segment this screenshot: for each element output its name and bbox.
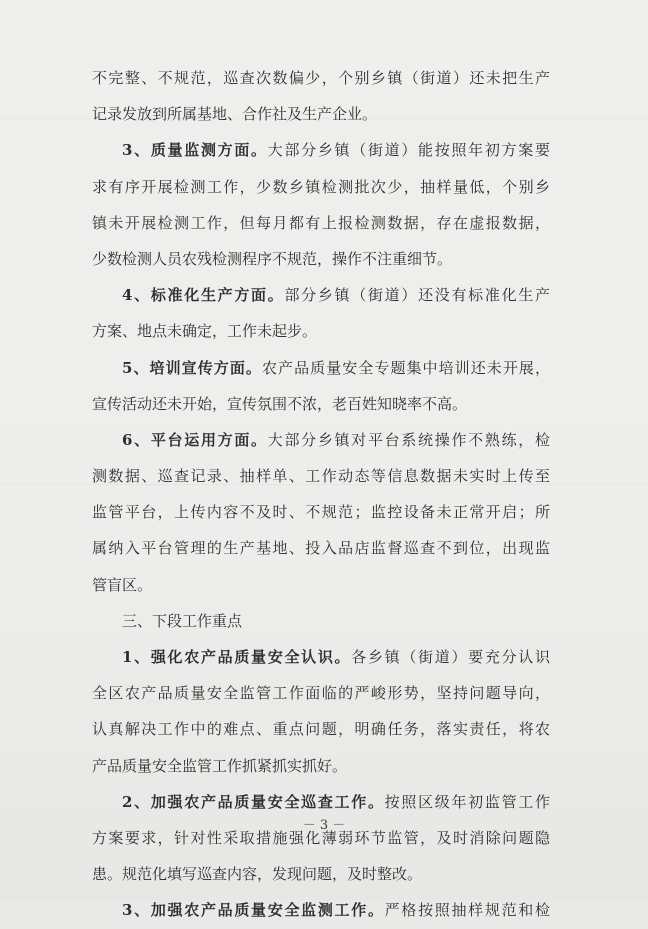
text-line: 认真解决工作中的难点、重点问题，明确任务，落实责任，将农 (92, 720, 550, 739)
text-line: 属纳入平台管理的生产基地、投入品店监督巡查不到位，出现监 (92, 539, 550, 558)
text-line: 患。规范化填写巡查内容，发现问题，及时整改。 (92, 865, 423, 884)
paragraph-heading: 5、培训宣传方面。 (122, 358, 262, 377)
text-line: 管盲区。 (92, 575, 153, 594)
text-line: 记录发放到所属基地、合作社及生产企业。 (92, 105, 378, 124)
text-line: 求有序开展检测工作，少数乡镇检测批次少，抽样量低，个别乡 (92, 177, 550, 196)
paragraph-heading: 3、质量监测方面。 (122, 141, 268, 160)
document-body (92, 60, 550, 929)
paragraph-first-line (92, 639, 550, 675)
paragraph-first-line (92, 132, 550, 168)
paragraph-heading: 4、标准化生产方面。 (122, 286, 285, 305)
text-line: 镇未开展检测工作，但每月都有上报检测数据，存在虚报数据， (92, 213, 550, 232)
text-run: 按照区级年初监管工作 (384, 792, 550, 811)
text-line: 少数检测人员农残检测程序不规范，操作不注重细节。 (92, 249, 453, 268)
paragraph-first-line (92, 350, 550, 386)
text-line: 宣传活动还未开始，宣传氛围不浓，老百姓知晓率不高。 (92, 394, 468, 413)
text-line: 方案要求，针对性采取措施强化薄弱环节监管，及时消除问题隐 (92, 828, 550, 847)
text-run: 农产品质量安全专题集中培训还未开展， (261, 358, 550, 377)
text-line: 方案、地点未确定，工作未起步。 (92, 322, 318, 341)
text-run: 各乡镇（街道）要充分认识 (351, 648, 550, 666)
paragraph-first-line (92, 892, 550, 928)
paragraph-heading: 3、加强农产品质量安全监测工作。 (122, 901, 385, 920)
text-line: 不完整、不规范，巡查次数偏少，个别乡镇（街道）还未把生产 (92, 69, 550, 87)
text-line: 测数据、巡查记录、抽样单、工作动态等信息数据未实时上传至 (92, 467, 550, 486)
paragraph-first-line (92, 422, 550, 458)
paragraph-heading: 6、平台运用方面。 (122, 430, 268, 449)
paragraph-heading: 2、加强农产品质量安全巡查工作。 (122, 792, 385, 811)
text-run: 大部分乡镇对平台系统操作不熟练，检 (267, 430, 550, 449)
text-line: 全区农产品质量安全监管工作面临的严峻形势，坚持问题导向， (92, 684, 550, 703)
text-line: 监管平台，上传内容不及时、不规范；监控设备未正常开启；所 (92, 503, 550, 522)
paragraph-heading: 1、强化农产品质量安全认识。 (122, 648, 352, 666)
text-run: 部分乡镇（街道）还没有标准化生产 (284, 286, 550, 305)
paragraph-first-line (92, 277, 550, 313)
text-line: 产品质量安全监管工作抓紧抓实抓好。 (92, 756, 348, 775)
text-run: 大部分乡镇（街道）能按照年初方案要 (267, 141, 550, 160)
text-run: 严格按照抽样规范和检 (384, 901, 550, 920)
page-number: － 3 － (302, 818, 346, 833)
section-heading: 三、下段工作重点 (122, 611, 243, 630)
